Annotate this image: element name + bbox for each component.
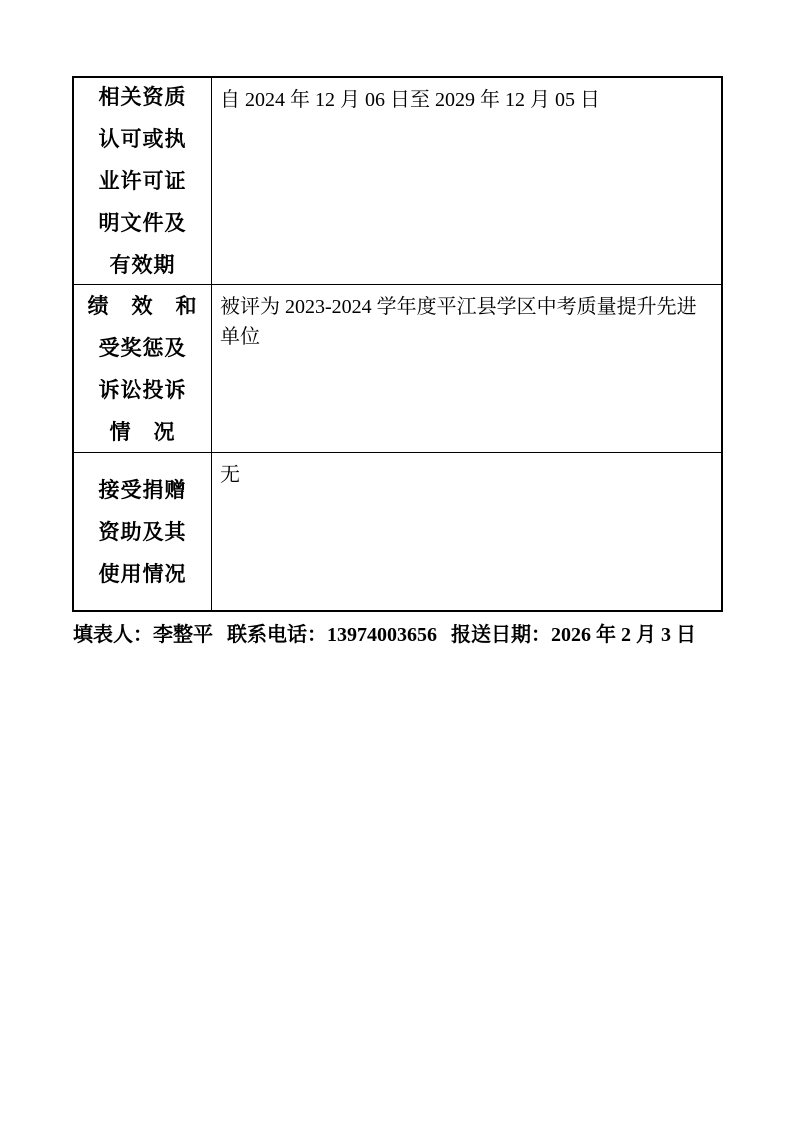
row-donation-label [74, 452, 212, 610]
filler-group [73, 624, 213, 646]
phone-label: 联系电话： [227, 624, 327, 646]
label-line: 有效期 [109, 253, 176, 277]
label-line: 受奖惩及 [98, 335, 187, 360]
info-table [72, 76, 723, 612]
row-performance-label [74, 284, 212, 452]
date-label: 报送日期： [451, 624, 551, 646]
phone-number: 13974003656 [327, 624, 437, 646]
label-line: 明文件及 [98, 211, 187, 235]
label-line: 使用情况 [98, 561, 187, 586]
form-footer [73, 618, 723, 647]
label-line: 情 况 [109, 419, 176, 444]
filler-name: 李整平 [153, 624, 213, 646]
date-value: 2026 年 2 月 3 日 [551, 624, 696, 646]
row-qualification-value: 自 2024 年 12 月 06 日至 2029 年 12 月 05 日 [220, 89, 600, 111]
row-qualification-label [74, 78, 212, 284]
date-group [451, 624, 696, 646]
label-line: 认可或执 [98, 127, 187, 151]
label-line: 绩 效 和 [87, 293, 198, 318]
label-line: 接受捐赠 [98, 477, 187, 502]
label-line: 资助及其 [98, 519, 187, 544]
phone-group [227, 624, 437, 646]
label-line: 诉讼投诉 [98, 377, 187, 402]
filler-label: 填表人： [73, 624, 153, 646]
row-performance-value: 被评为 2023-2024 学年度平江县学区中考质量提升先进单位 [212, 284, 721, 452]
row-donation-value: 无 [212, 452, 721, 610]
label-line: 相关资质 [98, 85, 187, 109]
label-line: 业许可证 [98, 169, 187, 193]
